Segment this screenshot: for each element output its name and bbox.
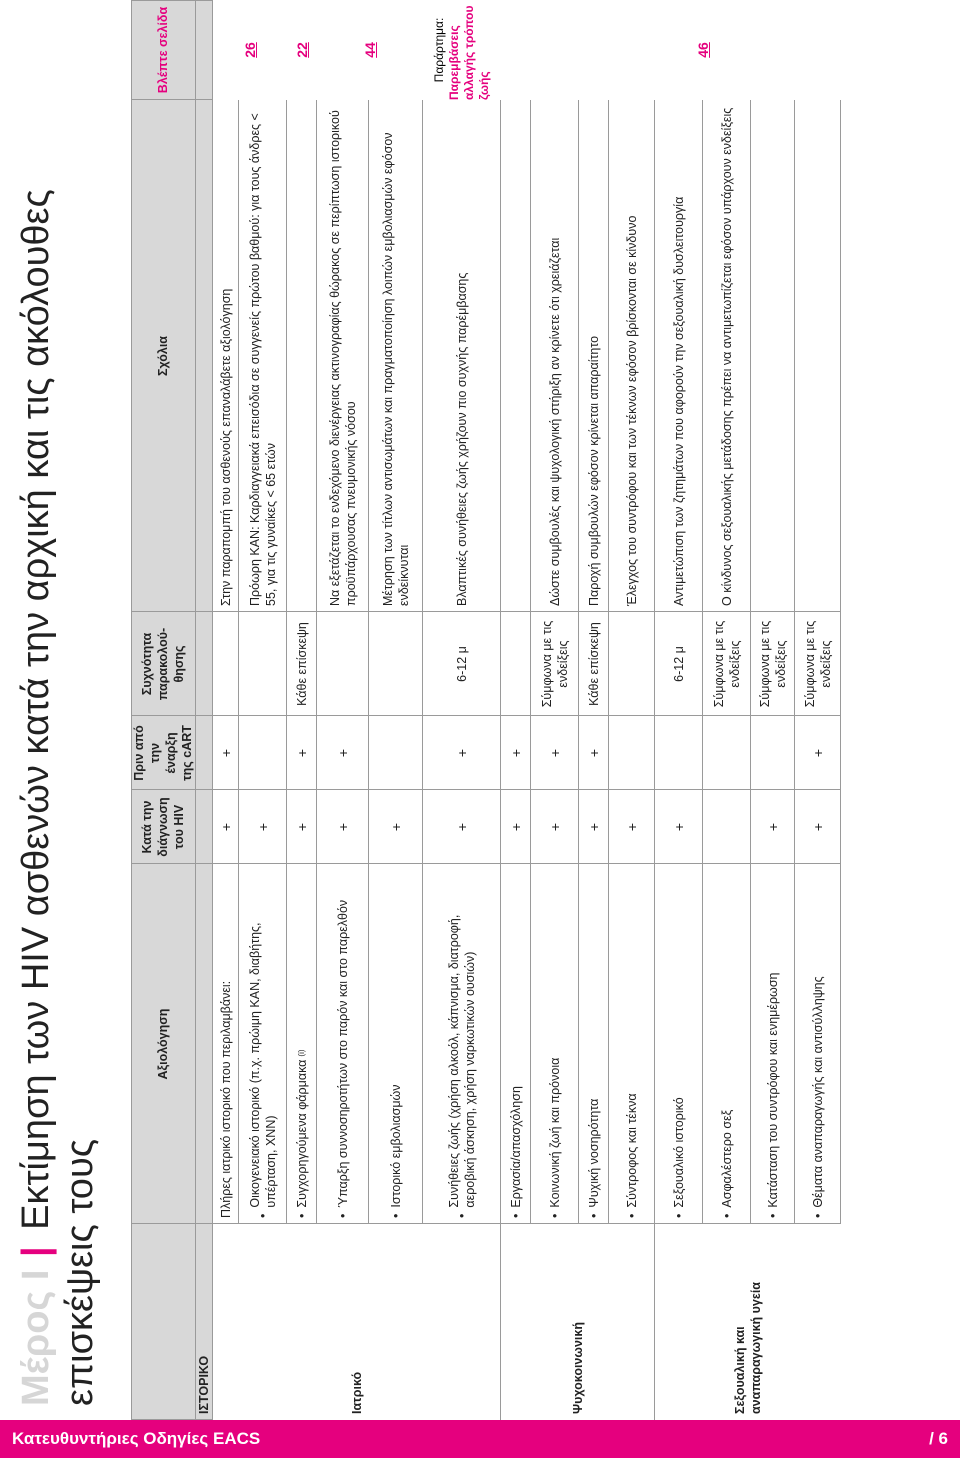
table-row xyxy=(287,0,317,1420)
header-comments: Σχόλια xyxy=(156,336,170,376)
frequency-cell: 6-12 μ xyxy=(671,646,686,682)
frequency-cell: Σύμφωνα με τις ενδείξεις xyxy=(539,620,570,708)
at-diagnosis-cell xyxy=(703,790,750,864)
before-cart-cell xyxy=(751,716,794,790)
before-cart-cell: + xyxy=(217,748,234,758)
assessment-cell: • Ψυχική νοσηρότητα xyxy=(579,864,608,1224)
page-title: Εκτίμηση των HIV ασθενών κατά την αρχική και τις ακόλουθες xyxy=(15,189,57,1230)
at-diagnosis-cell: + xyxy=(585,822,602,832)
table-row xyxy=(317,0,369,1420)
assessment-cell: • Κατάσταση του συντρόφου και ενημέρωση xyxy=(751,864,794,1224)
at-diagnosis-cell: + xyxy=(810,822,826,832)
assessment-cell: • Θέματα αναπαραγωγής και αντισύλληψης xyxy=(795,864,841,1224)
footnote-marker: (i) xyxy=(296,1049,306,1057)
page-link-44[interactable]: 44 xyxy=(362,42,378,58)
before-cart-cell xyxy=(369,716,422,790)
table-row xyxy=(609,0,655,1420)
frequency-cell xyxy=(239,612,286,716)
header-before-cart: Πριν από την έναρξη της cART xyxy=(132,725,194,781)
before-cart-cell xyxy=(239,716,286,790)
at-diagnosis-cell: + xyxy=(670,822,687,832)
see-page-cell xyxy=(501,0,656,100)
table-row xyxy=(579,0,609,1420)
page-link-26[interactable]: 26 xyxy=(242,42,258,58)
at-diagnosis-cell: + xyxy=(453,822,470,832)
footer-page-number: / 6 xyxy=(929,1429,948,1448)
at-diagnosis-cell: + xyxy=(387,822,404,832)
comments-cell xyxy=(501,100,530,612)
assessment-cell: • Σεξουαλικό ιστορικό xyxy=(655,864,702,1224)
table-row xyxy=(239,0,287,1420)
at-diagnosis-cell: + xyxy=(507,822,524,832)
header-category xyxy=(131,1224,195,1420)
column-divider xyxy=(131,715,841,716)
page-link-46[interactable]: 46 xyxy=(695,42,711,58)
table-row xyxy=(213,0,239,1420)
column-divider xyxy=(131,789,841,790)
comments-cell xyxy=(287,100,316,612)
frequency-cell: Σύμφωνα με τις ενδείξεις xyxy=(803,620,833,708)
before-cart-cell xyxy=(609,716,654,790)
header-assessment: Αξιολόγηση xyxy=(156,1008,170,1080)
frequency-cell xyxy=(609,612,654,716)
frequency-cell: Σύμφωνα με τις ενδείξεις xyxy=(711,620,742,708)
assessment-cell: • Σύντροφος και τέκνα xyxy=(609,864,654,1224)
comments-cell xyxy=(795,100,841,612)
frequency-cell xyxy=(501,612,530,716)
table-row xyxy=(531,0,579,1420)
before-cart-cell xyxy=(655,716,702,790)
assessment-cell: • Ύπαρξη συννοσηροτήτων στο παρόν και στο παρελθόν xyxy=(317,864,368,1224)
comments-cell: Να εξετάζεται το ενδεχόμενο διενέργειας ακτινογραφίας θώρακος σε περίπτωση ιστορικού προϋπάρχουσας πνευμονικής νόσου xyxy=(327,110,358,606)
table-row xyxy=(501,0,531,1420)
at-diagnosis-cell: + xyxy=(623,822,640,832)
assessment-cell: • Ασφαλέστερο σεξ xyxy=(703,864,750,1224)
see-page-cell xyxy=(317,0,424,100)
part-label: Μέρος I xyxy=(15,1269,57,1406)
section-label: ΙΣΤΟΡΙΚΟ xyxy=(197,1355,211,1414)
assessment-text: • Συγχορηγούμενα φάρμακα xyxy=(294,1059,309,1208)
header-frequency: Συχνότητα παρακολού-θησης xyxy=(140,627,186,701)
footer-bar xyxy=(0,1420,960,1458)
before-cart-cell xyxy=(703,716,750,790)
assessment-cell: • Κοινωνική ζωή και πρόνοια xyxy=(531,864,578,1224)
assessment-cell: • Συνήθειες ζωής (χρήση αλκοόλ, κάπνισμα, διατροφή, αεροβική άσκηση, χρήση ναρκωτικών ουσιών) xyxy=(423,864,500,1224)
page-link-22[interactable]: 22 xyxy=(294,42,310,58)
assessment-cell: • Ιστορικό εμβολιασμών xyxy=(369,864,422,1224)
comments-cell: Πρόωρη ΚΑΝ: Καρδιαγγειακά επεισόδια σε συγγενείς πρώτου βαθμού: για τους άνδρες < 55, για τις γυναίκες < 65 ετών xyxy=(247,113,278,606)
at-diagnosis-cell: + xyxy=(334,822,351,832)
before-cart-cell: + xyxy=(585,748,602,758)
before-cart-cell: + xyxy=(453,748,470,758)
before-cart-cell: + xyxy=(546,748,563,758)
at-diagnosis-cell: + xyxy=(254,822,271,832)
table-row xyxy=(703,0,751,1420)
frequency-cell xyxy=(369,612,422,716)
page-title-strip xyxy=(0,0,120,1420)
see-page-cell xyxy=(655,0,752,100)
assessment-cell: Πλήρες ιατρικό ιστορικό που περιλαμβάνει: xyxy=(218,980,233,1218)
comments-cell: Παροχή συμβουλών εφόσον κρίνεται απαραίτητο xyxy=(586,335,601,606)
comments-cell: Μέτρηση των τίτλων αντισωμάτων και πραγματοποίηση λοιπών εμβολιασμών εφόσον ενδείκνυται xyxy=(380,132,411,606)
see-page-cell xyxy=(287,0,318,100)
page-title-line-1 xyxy=(14,0,58,1406)
assessment-cell: • Οικογενειακό ιστορικό (π.χ. πρώιμη ΚΑΝ, διαβήτης, υπέρταση, ΧΝΝ) xyxy=(239,864,286,1224)
see-page-cell xyxy=(213,0,288,100)
before-cart-cell: + xyxy=(810,748,826,758)
assessment-cell: • Εργασία/απασχόληση xyxy=(501,864,530,1224)
category-psychosocial: Ψυχοκοινωνική xyxy=(501,1224,655,1420)
frequency-cell: 6-12 μ xyxy=(454,646,469,682)
comments-cell: Έλεγχος του συντρόφου και των τέκνων εφόσον βρίσκονται σε κίνδυνο xyxy=(624,215,639,606)
column-divider xyxy=(131,863,841,864)
frequency-cell xyxy=(213,612,238,716)
footer-guidelines-label: Κατευθυντήριες Οδηγίες EACS xyxy=(12,1429,261,1448)
category-sexual-reproductive-health: Σεξουαλική και αναπαραγωγική υγεία xyxy=(655,1224,841,1420)
table-row xyxy=(655,0,703,1420)
lifestyle-interventions-link[interactable]: Παρεμβάσεις αλλαγής τρόπου ζωής xyxy=(447,5,491,100)
comments-cell: Ο κίνδυνος σεξουαλικής μετάδοσης πρέπει να αντιμετωπίζεται εφόσον υπάρχουν ενδείξεις xyxy=(719,107,734,606)
table-row xyxy=(751,0,795,1420)
frequency-cell xyxy=(317,612,368,716)
table-row xyxy=(369,0,423,1420)
header-at-diagnosis: Κατά την διάγνωση του HIV xyxy=(140,797,186,857)
see-page-cell xyxy=(751,0,841,100)
at-diagnosis-cell: + xyxy=(764,822,781,832)
before-cart-cell: + xyxy=(334,748,351,758)
before-cart-cell: + xyxy=(507,748,524,758)
comments-cell: Στην παραπομπή του ασθενούς επαναλάβετε αξιολόγηση xyxy=(218,288,233,606)
at-diagnosis-cell: + xyxy=(217,822,234,832)
at-diagnosis-cell: + xyxy=(293,822,310,832)
comments-cell: Δώστε συμβουλές και ψυχολογική στήριξη αν κρίνετε ότι χρειάζεται xyxy=(547,237,562,606)
assessment-table xyxy=(131,0,841,1420)
appendix-label: Παράρτημα: xyxy=(432,17,446,83)
assessment-cell xyxy=(287,864,316,1224)
column-divider xyxy=(131,611,841,612)
at-diagnosis-cell: + xyxy=(546,822,563,832)
page-title-line-2: επισκέψεις τους xyxy=(59,1138,101,1406)
comments-cell xyxy=(751,100,794,612)
table-header-row xyxy=(131,0,196,1420)
see-page-cell xyxy=(423,0,502,100)
category-medical: Ιατρικό xyxy=(213,1224,501,1420)
table-row xyxy=(423,0,501,1420)
section-row-history xyxy=(196,0,213,1420)
table-row xyxy=(795,0,841,1420)
frequency-cell: Κάθε επίσκεψη xyxy=(586,622,601,706)
frequency-cell: Σύμφωνα με τις ενδείξεις xyxy=(757,620,788,708)
header-see-page: Βλέπτε σελίδα xyxy=(156,6,170,94)
frequency-cell: Κάθε επίσκεψη xyxy=(294,622,309,706)
before-cart-cell: + xyxy=(293,748,310,758)
comments-cell: Βλαπτικές συνήθειες ζωής χρήζουν πιο συχνής παρέμβασης xyxy=(454,272,469,606)
comments-cell: Αντιμετώπιση των ζητημάτων που αφορούν την σεξουαλική δυσλειτουργία xyxy=(671,196,686,606)
title-separator: | xyxy=(15,1246,57,1258)
